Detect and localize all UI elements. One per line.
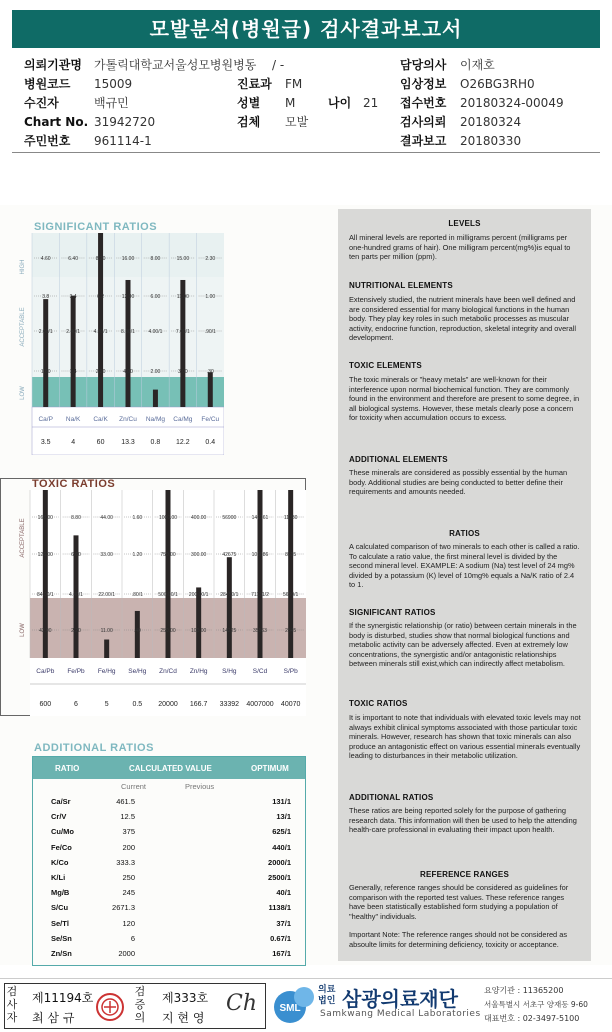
verifier-name: 지 현 영 (162, 1011, 205, 1025)
scale-label: 1000.00 (158, 515, 178, 521)
category-label: S/Hg (222, 668, 237, 675)
col-ratio: RATIO (55, 764, 80, 773)
scale-label: 3.00 (177, 369, 188, 375)
header-left-label: Chart No. (24, 115, 89, 129)
category-label: Fe/Hg (97, 668, 116, 675)
scale-label: 84.00/1 (36, 592, 54, 598)
ratio-optimum: 131/1 (272, 797, 291, 806)
note-heading: LEVELS (448, 219, 481, 228)
note-text: Extensively studied, the nutrient minerals have been well defined and are considered essential for many biological functions in the human body. They play key roles in such metabolic processes as muscular activity, endocrine function, reproduction, skeletal integrity and overall development. (349, 295, 577, 343)
scale-label: 2.40/1 (66, 329, 81, 335)
scale-label: 11.00 (100, 628, 113, 634)
scale-label: 12.00 (121, 294, 135, 300)
org-name: 삼광의료재단 (342, 987, 458, 1011)
ratio-current: 200 (122, 842, 135, 852)
category-label: Se/Hg (128, 668, 147, 675)
note-text: If the synergistic relationship (or ratio) between certain minerals in the body is disturbed, studies show that normal biological functions and metabolic activity can be adversely affected. Even at extremely low concentrations, the synergistic and/or antagonistic relationships between minerals still exist,which can indirectly affect metabolism. (349, 621, 577, 669)
header-mid-label: 검체 (237, 115, 261, 129)
category-label: Zn/Hg (189, 668, 208, 675)
header-left-value: 31942720 (94, 115, 156, 129)
category-label: Fe/Cu (201, 416, 220, 423)
value-label: 0.4 (205, 439, 216, 446)
scale-label: 8.80 (71, 515, 81, 521)
scale-label: 106686 (251, 552, 269, 558)
value-label: 3.5 (40, 439, 51, 446)
bar-zn-hg (196, 587, 201, 658)
header-left-label: 수진자 (24, 96, 59, 110)
scale-label: 126.00 (37, 552, 53, 558)
category-label: Na/Mg (145, 416, 166, 423)
header-right-label: 접수번호 (400, 96, 447, 110)
note-text: Important Note: The reference ranges should not be considered as absoulte limits for determining deficiency, toxicity or acceptance. (349, 930, 568, 949)
note-heading: RATIOS (449, 529, 480, 538)
ratio-current: 6 (130, 933, 135, 943)
examiner-name: 최 삼 규 (32, 1011, 75, 1025)
header-left-row (24, 95, 129, 112)
note-heading: ADDITIONAL RATIOS (349, 793, 434, 802)
scale-label: 2845 (285, 628, 297, 634)
scale-label: 1.60 (40, 369, 51, 375)
scale-label: 500.00/1 (158, 592, 178, 598)
ratio-current: 120 (122, 918, 135, 928)
header-age: 나이 21 (328, 96, 379, 110)
scale-label: 4.00 (123, 369, 133, 375)
bar-ca-p (43, 299, 48, 407)
title-bar (0, 0, 612, 52)
header-right-row (400, 114, 521, 131)
org-address: 서울특별시 서초구 양재동 9-60 (484, 1000, 588, 1009)
value-label: 40070 (280, 701, 301, 708)
scale-label: 3.4 (69, 294, 77, 300)
zone-label: ACCEPTABLE (20, 518, 26, 558)
note-heading: ADDITIONAL ELEMENTS (349, 455, 448, 464)
zone-label: HIGH (20, 259, 26, 275)
note-heading: TOXIC RATIOS (349, 699, 408, 708)
scale-label: 7.00/1 (175, 329, 190, 335)
header-left-row (24, 57, 256, 74)
ratio-current: 245 (122, 888, 135, 898)
header-mid-row (237, 76, 302, 93)
zone-label: ACCEPTABLE (20, 307, 26, 347)
bar-fe-cu (208, 372, 213, 407)
note-text: All mineral levels are reported in milligrams percent (milligrams per one-hundred grams of hair). One milligram percent(mg%)is equal to ten parts per million (ppm). (349, 233, 571, 262)
header-right-value: 20180324-00049 (460, 96, 564, 110)
value-label: 600 (39, 701, 52, 708)
value-label: 60 (96, 439, 105, 446)
scale-label: 750.00 (160, 552, 176, 558)
scale-label: 2.30 (205, 256, 216, 262)
scale-label: 8.20 (95, 256, 106, 262)
scale-label: .90/1 (204, 329, 216, 335)
header-mid-value: 모발 (285, 115, 309, 129)
ratio-name: Se/Sn (51, 933, 72, 943)
scale-label: 22.00/1 (98, 592, 116, 598)
scale-label: 14225 (222, 628, 237, 634)
header-left-label: 주민번호 (24, 134, 71, 148)
scale-label: 300.00 (191, 552, 207, 558)
header-right-label: 검사의뢰 (400, 115, 447, 129)
ratio-current: 333.3 (116, 857, 135, 867)
toxic-ratios-chart (0, 490, 306, 716)
note-text: These ratios are being reported solely for the purpose of gathering research data. This information will then be used to help the attending health-care professional in evaluating their impact upon health. (349, 806, 577, 835)
scale-label: 15.00 (176, 256, 190, 262)
note-text: A calculated comparison of two minerals to each other is called a ratio. To calculate a ratio value, the first mineral level is divided by the second mineral level. EXAMPLE: A sodium (Na) test level of 24 mg% divided by a potassium (K) level of 10mg% equals a Na/K ratio of 2.4 to 1. (349, 542, 580, 590)
scale-label: 5690/1 (283, 592, 299, 598)
scale-label: 28450/1 (220, 592, 239, 598)
value-label: 0.5 (132, 701, 143, 708)
header-right-row (400, 133, 521, 150)
scale-label: 2.60/1 (38, 329, 53, 335)
category-label: Fe/Pb (67, 668, 85, 675)
ratio-optimum: 2000/1 (268, 857, 291, 867)
value-label: 166.7 (189, 701, 208, 708)
scale-label: 142261 (251, 515, 269, 521)
header-divider (12, 152, 600, 153)
ratio-name: K/Li (51, 873, 66, 882)
category-label: S/Cd (252, 668, 268, 675)
header-right-label: 결과보고 (400, 134, 447, 148)
ratio-current: 375 (122, 827, 135, 837)
header-right-row (400, 95, 564, 112)
scale-label: 42.00 (39, 628, 52, 634)
footer (0, 978, 612, 1032)
scale-label: 100.00 (191, 628, 207, 634)
scale-label: 400.00 (191, 515, 207, 521)
scale-label: 1.00 (205, 294, 216, 300)
category-label: Zn/Cu (119, 416, 137, 423)
org-phone: 대표번호 : 02-3497-5100 (484, 1014, 580, 1023)
header-left-row (24, 133, 152, 150)
note-heading: TOXIC ELEMENTS (349, 361, 422, 370)
ratio-name: Se/Tl (51, 918, 69, 928)
bar-fe-hg (104, 640, 109, 658)
scale-label: 11380 (283, 515, 298, 521)
bar-na-k (71, 296, 76, 407)
header-right-value: O26BG3RH0 (460, 77, 535, 91)
ratio-name: Ca/Sr (51, 797, 71, 806)
scale-label: .40 (133, 628, 141, 634)
header-left-row (24, 76, 132, 93)
scale-label: 71131/2 (251, 592, 269, 598)
note-heading: NUTRITIONAL ELEMENTS (349, 281, 453, 290)
value-label: 33392 (219, 701, 240, 708)
value-label: 4 (71, 439, 76, 446)
note-text: The toxic minerals or "heavy metals" are well-known for their interference upon normal biochemical function. They are commonly found in the environment and therefore are present to some degree, in all biological systems. However, these metals clearly pose a concern for toxicity when accumulation occurs to excess. (349, 375, 580, 423)
examiner-seal-icon (94, 991, 126, 1023)
scale-label: 8535 (285, 552, 297, 558)
category-label: Na/K (65, 416, 81, 423)
header-left-label: 병원코드 (24, 77, 71, 91)
header-right-value: 20180330 (460, 134, 522, 148)
value-label: 5 (104, 701, 109, 708)
note-text: It is important to note that individuals with elevated toxic levels may not always exhibit clinical symptoms associated with those particular toxic minerals. However, research has shown that toxic minerals can also produce an antagonistic effect on various essential minerals eventually leading to disturbances in their metabolic utilization. (349, 713, 581, 761)
header-right-value: 20180324 (460, 115, 522, 129)
ratio-optimum: 2500/1 (268, 873, 291, 882)
scale-label: 4.20/1 (93, 329, 108, 335)
ratio-optimum: 13/1 (276, 812, 291, 822)
verifier-number: 제333호 (162, 991, 209, 1005)
col-calculated: CALCULATED VALUE (129, 764, 212, 773)
value-label: 4007000 (246, 701, 274, 708)
ratio-optimum: 440/1 (272, 842, 291, 852)
scale-label: 6.40 (68, 256, 79, 262)
header-mid-top: / - (272, 58, 285, 72)
note-text: Generally, reference ranges should be considered as guidelines for comparison with the reported test values. These reference ranges have been statistically established form studying a population of "healthy" individuals. (349, 883, 569, 921)
ratio-current: 461.5 (116, 797, 135, 806)
ratio-optimum: 625/1 (272, 827, 291, 837)
scale-label: 44.00 (100, 515, 113, 521)
org-name-en: Samkwang Medical Laboratories (320, 1009, 481, 1019)
ratio-name: Cr/V (51, 812, 67, 822)
ratio-current: 12.5 (120, 812, 135, 822)
scale-label: 42675 (222, 552, 237, 558)
verifier-label: 검증의 (134, 985, 146, 1024)
scale-label: 1.20 (132, 552, 143, 558)
logo-text: SML (279, 1003, 301, 1014)
org-type: 의료법인 (318, 985, 336, 1006)
note-heading: SIGNIFICANT RATIOS (349, 608, 436, 617)
ratio-optimum: 40/1 (276, 888, 291, 898)
scale-label: 8.00 (150, 256, 161, 262)
header-left-value: 백규민 (94, 96, 129, 110)
header-left-label: 의뢰기관명 (24, 58, 82, 72)
scale-label: 8.00/1 (121, 329, 135, 335)
sml-logo-icon (270, 983, 318, 1029)
value-label: 0.8 (150, 439, 161, 446)
scale-label: 168.00 (37, 515, 53, 521)
category-label: Ca/Mg (173, 416, 193, 423)
scale-label: 200.00/1 (188, 592, 209, 598)
col-optimum: OPTIMUM (251, 764, 289, 773)
zone-label: LOW (20, 623, 26, 637)
ratio-optimum: 167/1 (272, 949, 291, 958)
scale-label: 1.60 (132, 515, 143, 521)
scale-label: 56900 (222, 515, 237, 521)
scale-label: .80/1 (131, 592, 143, 598)
significant-ratios-chart (12, 233, 224, 455)
scale-label: 16.00 (121, 256, 135, 262)
header-right-label: 임상정보 (400, 77, 447, 91)
header-right-label: 담당의사 (400, 58, 447, 72)
scale-label: 6.2 (97, 294, 105, 300)
ratio-optimum: 1138/1 (268, 903, 291, 913)
ratio-name: K/Co (51, 857, 69, 867)
agency-code: 요양기관 : 11365200 (484, 986, 564, 995)
bar-na-mg (153, 390, 158, 407)
ratio-current: 2671.3 (112, 903, 135, 913)
note-text: These minerals are considered as possibly essential by the human body. Additional studies are being conducted to better define their requirements and amounts needed. (349, 468, 568, 497)
additional-ratios-title: ADDITIONAL RATIOS (34, 742, 154, 754)
header-mid-value: M (285, 96, 296, 110)
bar-se-hg (135, 611, 140, 658)
verifier-signature: Ch (226, 991, 258, 1016)
report-title: 모발분석(병원급) 검사결과보고서 (12, 10, 600, 48)
category-label: Ca/P (38, 416, 53, 423)
examiner-number: 제11194호 (32, 991, 94, 1005)
ratio-name: Fe/Co (51, 842, 72, 852)
ratio-name: Zn/Sn (51, 949, 72, 958)
toxic-ratios-title: TOXIC RATIOS (32, 478, 116, 490)
scale-label: 2.20 (95, 369, 106, 375)
ratio-name: Mg/B (51, 888, 70, 898)
header-left-value: 15009 (94, 77, 133, 91)
category-label: S/Pb (283, 668, 298, 675)
scale-label: .30 (206, 369, 214, 375)
col-previous: Previous (185, 782, 215, 791)
scale-label: 3.8 (42, 294, 50, 300)
zone-label: LOW (20, 386, 26, 400)
ratio-name: Cu/Mo (51, 827, 74, 837)
header-left-value: 가톨릭대학교서울성모병원병동 (94, 58, 257, 72)
ratio-current: 250 (122, 873, 135, 882)
header-right-row (400, 57, 495, 74)
value-label: 13.3 (121, 439, 135, 446)
value-label: 6 (74, 701, 78, 708)
significant-ratios-title: SIGNIFICANT RATIOS (34, 221, 158, 233)
additional-ratios-table (32, 756, 306, 966)
header-mid-value: FM (285, 77, 303, 91)
header-right-value: 이재호 (460, 58, 495, 72)
scale-label: 1.4 (69, 369, 77, 375)
header-mid-row (237, 95, 295, 112)
col-current: Current (121, 782, 147, 791)
scale-label: 11.00 (176, 294, 189, 300)
ratio-current: 2000 (118, 949, 135, 958)
header-left-row (24, 114, 155, 131)
scale-label: 6.60 (71, 552, 81, 558)
examiner-label: 검사자 (6, 985, 18, 1024)
ratio-name: S/Cu (51, 903, 69, 913)
header-mid-label: 성별 (237, 96, 261, 110)
ratio-optimum: 0.67/1 (270, 933, 291, 943)
header-right-row (400, 76, 535, 93)
scale-label: 33.00 (100, 552, 113, 558)
scale-label: 2.00 (150, 369, 161, 375)
header-mid-row (237, 114, 308, 131)
scale-label: 35563 (253, 628, 267, 634)
category-label: Ca/K (93, 416, 108, 423)
bar-s-hg (227, 557, 232, 658)
ratio-optimum: 37/1 (276, 918, 291, 928)
scale-label: 4.00/1 (148, 329, 163, 335)
category-label: Ca/Pb (36, 668, 55, 675)
value-label: 20000 (158, 701, 178, 708)
header-left-value: 961114-1 (94, 134, 152, 148)
scale-label: 4.40/1 (69, 592, 83, 598)
scale-label: 2.20 (71, 628, 81, 634)
scale-label: 4.60 (40, 256, 51, 262)
scale-label: 250.00 (160, 628, 176, 634)
category-label: Zn/Cd (159, 668, 177, 675)
header-mid-label: 진료과 (237, 77, 272, 91)
note-heading: REFERENCE RANGES (420, 870, 509, 879)
value-label: 12.2 (176, 439, 190, 446)
scale-label: 6.00 (150, 294, 161, 300)
